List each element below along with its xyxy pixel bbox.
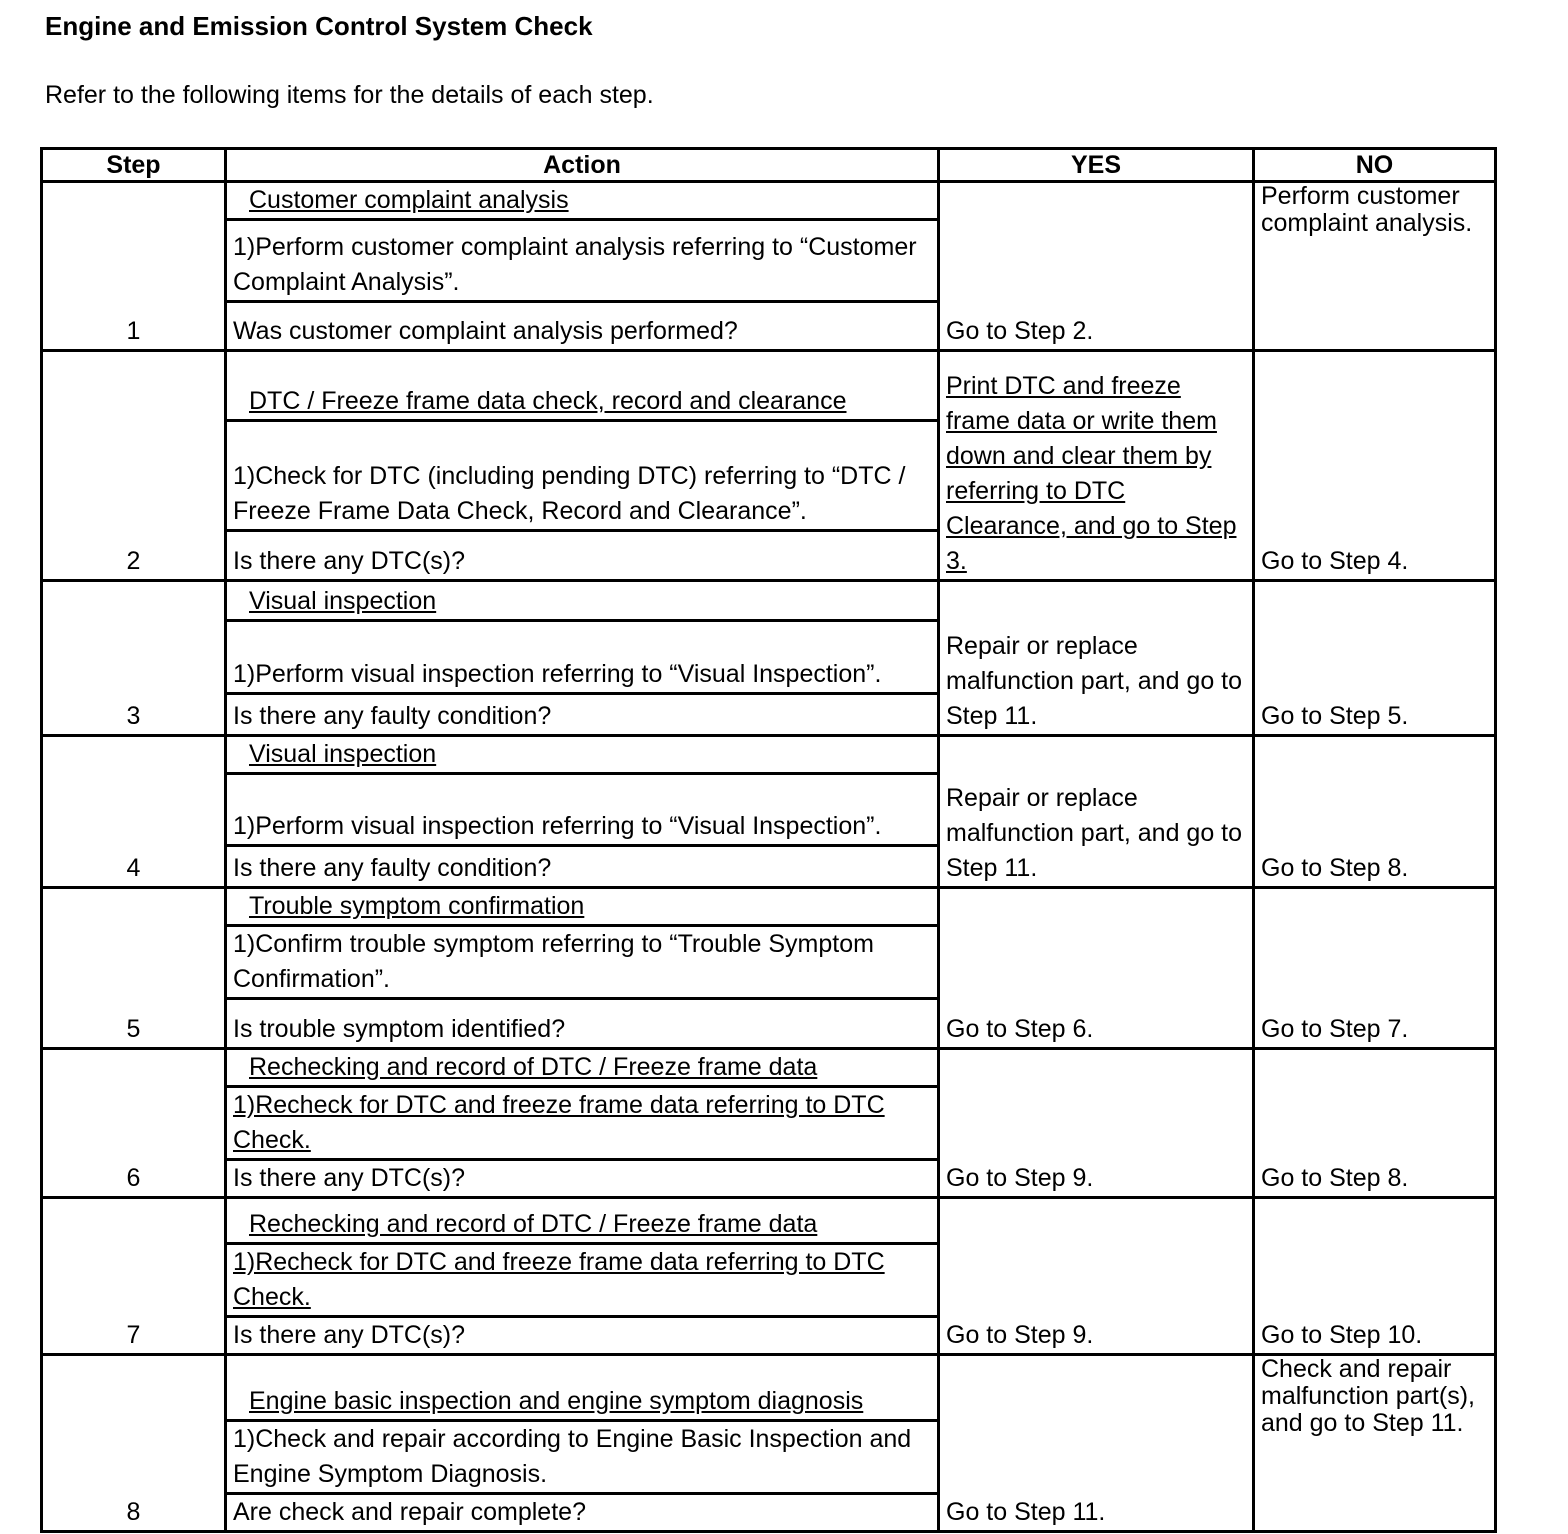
- step-question: Is there any DTC(s)?: [226, 1160, 939, 1198]
- page-title: Engine and Emission Control System Check: [45, 11, 593, 41]
- table-row: [42, 1355, 1496, 1421]
- step-instruction: 1)Confirm trouble symptom referring to “Trouble Symptom Confirmation”.: [226, 926, 939, 999]
- step-heading: Rechecking and record of DTC / Freeze frame data: [249, 1053, 818, 1081]
- table-row: [42, 351, 1496, 421]
- step-question: Was customer complaint analysis performed?: [226, 302, 939, 351]
- header-step: Step: [42, 149, 226, 182]
- yes-cell: Go to Step 6.: [939, 888, 1254, 1049]
- step-question: Are check and repair complete?: [226, 1494, 939, 1532]
- step-question: Is there any DTC(s)?: [226, 531, 939, 581]
- step-number: 8: [42, 1355, 226, 1532]
- table-row: [42, 182, 1496, 220]
- yes-cell: Print DTC and freeze frame data or write them down and clear them by referring to DTC Clearance, and go to Step 3.: [939, 351, 1254, 581]
- step-heading: Visual inspection: [249, 740, 437, 768]
- header-no: NO: [1254, 149, 1496, 182]
- no-cell: Go to Step 10.: [1254, 1198, 1496, 1355]
- step-question: Is there any faulty condition?: [226, 694, 939, 736]
- table-row: [42, 1198, 1496, 1244]
- step-instruction: 1)Recheck for DTC and freeze frame data referring to DTC Check.: [226, 1087, 939, 1160]
- step-heading: Visual inspection: [249, 587, 437, 615]
- step-question: Is trouble symptom identified?: [226, 999, 939, 1049]
- step-heading: Engine basic inspection and engine symptom diagnosis: [249, 1387, 864, 1415]
- header-yes: YES: [939, 149, 1254, 182]
- step-instruction: 1)Perform visual inspection referring to “Visual Inspection”.: [226, 621, 939, 694]
- yes-cell: Repair or replace malfunction part, and go to Step 11.: [939, 736, 1254, 888]
- step-heading: Customer complaint analysis: [249, 186, 569, 214]
- step-instruction: 1)Check and repair according to Engine Basic Inspection and Engine Symptom Diagnosis.: [226, 1421, 939, 1494]
- table-row: [42, 736, 1496, 774]
- table-header-row: [42, 149, 1496, 182]
- no-cell: Check and repair malfunction part(s), and go to Step 11.: [1254, 1355, 1496, 1532]
- step-number: 1: [42, 182, 226, 351]
- step-instruction: 1)Perform customer complaint analysis referring to “Customer Complaint Analysis”.: [226, 220, 939, 302]
- step-heading: Trouble symptom confirmation: [249, 892, 585, 920]
- step-instruction: 1)Perform visual inspection referring to “Visual Inspection”.: [226, 774, 939, 846]
- header-action: Action: [226, 149, 939, 182]
- no-cell: Perform customer complaint analysis.: [1254, 182, 1496, 351]
- yes-cell: Repair or replace malfunction part, and go to Step 11.: [939, 581, 1254, 736]
- no-cell: Go to Step 8.: [1254, 736, 1496, 888]
- no-cell: Go to Step 8.: [1254, 1049, 1496, 1198]
- yes-cell: Go to Step 9.: [939, 1198, 1254, 1355]
- table-row: [42, 888, 1496, 926]
- step-heading: Rechecking and record of DTC / Freeze frame data: [249, 1210, 818, 1238]
- step-number: 5: [42, 888, 226, 1049]
- step-number: 3: [42, 581, 226, 736]
- no-cell: Go to Step 5.: [1254, 581, 1496, 736]
- step-number: 2: [42, 351, 226, 581]
- steps-table: [40, 147, 1497, 1533]
- step-question: Is there any faulty condition?: [226, 846, 939, 888]
- step-instruction: 1)Check for DTC (including pending DTC) referring to “DTC / Freeze Frame Data Check, Record and Clearance”.: [226, 421, 939, 531]
- table-row: [42, 1049, 1496, 1087]
- no-cell: Go to Step 7.: [1254, 888, 1496, 1049]
- yes-cell: Go to Step 9.: [939, 1049, 1254, 1198]
- yes-cell: Go to Step 11.: [939, 1355, 1254, 1532]
- table-row: [42, 581, 1496, 621]
- step-number: 6: [42, 1049, 226, 1198]
- step-heading: DTC / Freeze frame data check, record and clearance: [249, 387, 847, 415]
- step-number: 4: [42, 736, 226, 888]
- intro-text: Refer to the following items for the details of each step.: [45, 81, 654, 109]
- yes-cell: Go to Step 2.: [939, 182, 1254, 351]
- step-question: Is there any DTC(s)?: [226, 1317, 939, 1355]
- step-number: 7: [42, 1198, 226, 1355]
- no-cell: Go to Step 4.: [1254, 351, 1496, 581]
- step-instruction: 1)Recheck for DTC and freeze frame data referring to DTC Check.: [226, 1244, 939, 1317]
